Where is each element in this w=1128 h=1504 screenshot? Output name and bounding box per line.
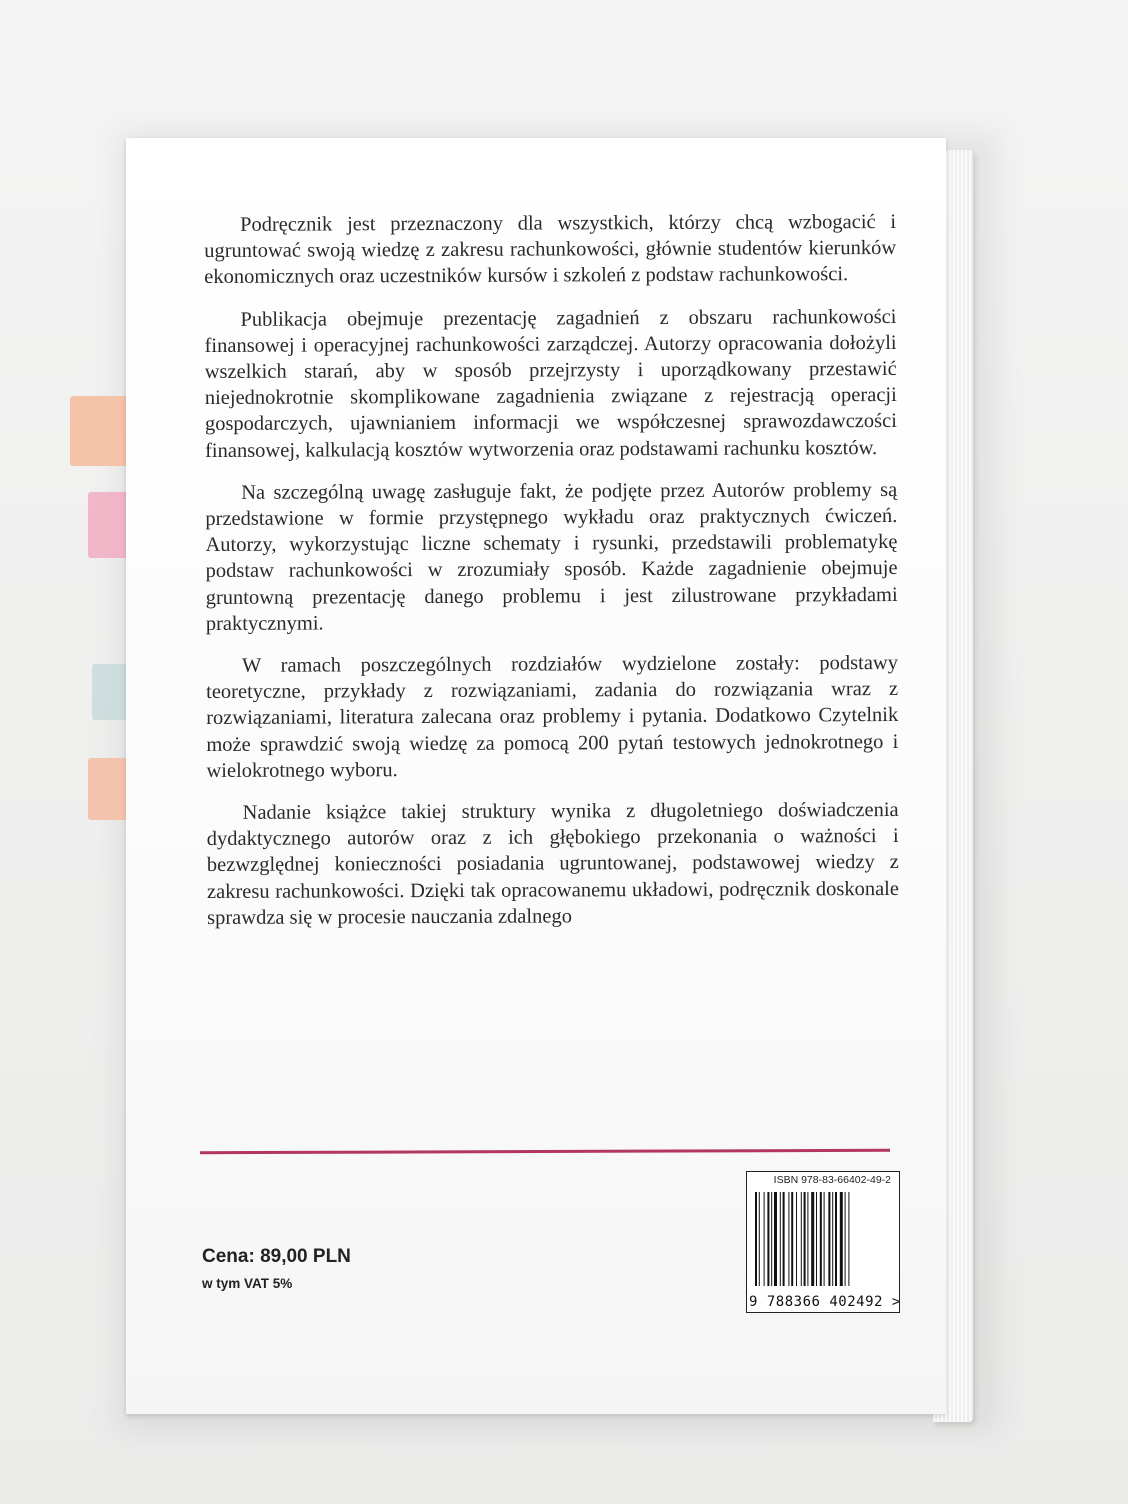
vat-note: w tym VAT 5%: [202, 1276, 293, 1291]
price-label: Cena: 89,00 PLN: [202, 1246, 351, 1267]
isbn-barcode-block: [746, 1171, 900, 1313]
blurb-paragraph: Na szczególną uwagę zasługuje fakt, że podjęte przez Autorów problemy są przedstawione w formie przystępnego wykładu oraz praktycznych ćwiczeń. Autorzy, wykorzystując liczne schematy i rysunki, przedstawili problematykę podstaw rachunkowości w zrozumiały sposób. Każde zagadnienie obejmuje gruntowną prezentację danego problemu i jest zilustrowane przykładami praktycznymi.: [205, 478, 898, 635]
barcode-icon: [755, 1192, 891, 1286]
isbn-label: ISBN 978-83-66402-49-2: [773, 1174, 891, 1186]
isbn-digits: 9 788366 402492 >: [749, 1294, 901, 1310]
blurb-paragraph: Publikacja obejmuje prezentację zagadnień z obszaru rachunkowości finansowej i operacyjnej rachunkowości zarządczej. Autorzy opracowania dołożyli wszelkich starań, aby w sposób przejrzysty i uporządkowany przestawić niejednokrotnie skomplikowane zagadnienia związane z rejestracją operacji gospodarczych, ujawnianiem informacji we współczesnej sprawozdawczości finansowej, kalkulacją kosztów wytworzenia oraz podstawami rachunku kosztów.: [204, 305, 897, 462]
blurb-paragraph: Nadanie książce takiej struktury wynika z długoletniego doświadczenia dydaktycznego autorów oraz z ich głębokiego przekonania o ważności i bezwzględnej konieczności posiadania ugruntowanej, podstawowej wiedzy z zakresu rachunkowości. Dzięki tak opracowanemu układowi, podręcznik doskonale sprawdza się w procesie nauczania zdalnego: [206, 799, 900, 929]
blurb-paragraph: Podręcznik jest przeznaczony dla wszystkich, którzy chcą wzbogacić i ugruntować swoją wiedzę z zakresu rachunkowości, głównie studentów kierunków ekonomicznych oraz uczestników kursów i szkoleń z podstaw rachunkowości.: [204, 210, 897, 289]
back-cover-blurb: [204, 209, 899, 947]
blurb-paragraph: W ramach poszczególnych rozdziałów wydzielone zostały: podstawy teoretyczne, przykłady z rozwiązaniami, zadania do rozwiązania wraz z rozwiązaniami, literatura zalecana oraz problemy i pytania. Dodatkowo Czytelnik może sprawdzić swoją wiedzę za pomocą 200 pytań testowych jednokrotnego i wielokrotnego wyboru.: [206, 652, 899, 782]
sticky-tab-orange: [70, 396, 132, 466]
